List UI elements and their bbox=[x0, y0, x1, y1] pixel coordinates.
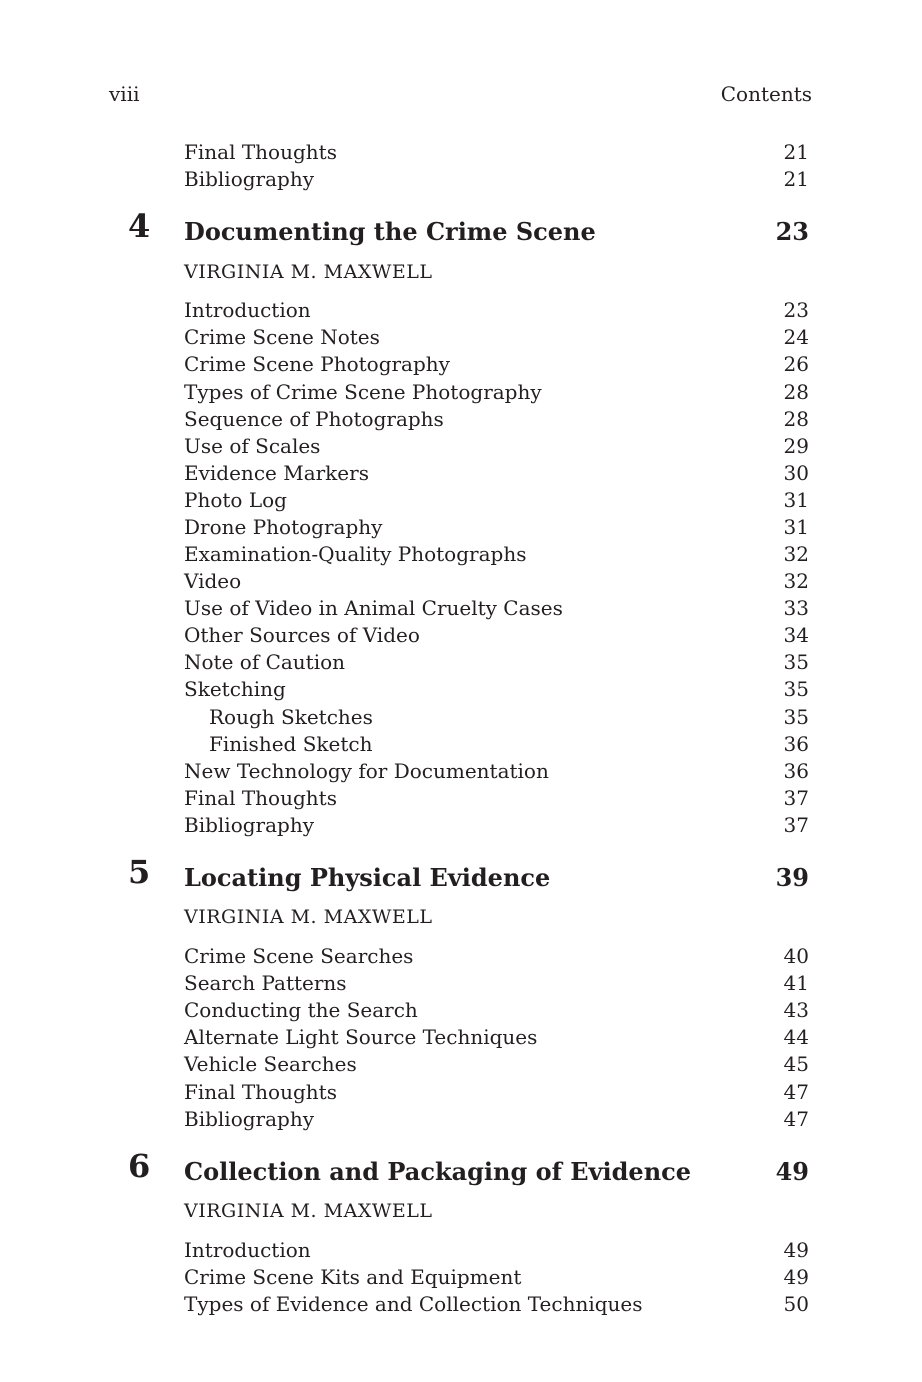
toc-entry-page: 37 bbox=[783, 786, 809, 810]
toc-entry-page: 44 bbox=[783, 1025, 809, 1049]
toc-entry-title: Crime Scene Photography bbox=[184, 352, 450, 376]
toc-entry-title: Final Thoughts bbox=[184, 1080, 337, 1104]
toc-entry-page: 21 bbox=[783, 167, 809, 191]
chapter-page: 49 bbox=[775, 1157, 809, 1186]
chapter-page: 23 bbox=[775, 217, 809, 246]
toc-entry[interactable] bbox=[184, 568, 809, 595]
toc-subentry[interactable] bbox=[184, 731, 809, 758]
toc-entry-page: 21 bbox=[783, 140, 809, 164]
toc-entry[interactable] bbox=[184, 406, 809, 433]
chapter-heading[interactable] bbox=[126, 207, 809, 250]
chapter-number: 5 bbox=[128, 853, 151, 891]
toc-entry-title: Evidence Markers bbox=[184, 461, 369, 485]
toc-entry[interactable] bbox=[184, 379, 809, 406]
toc-entry-title: Drone Photography bbox=[184, 515, 383, 539]
toc-entry-page: 32 bbox=[783, 542, 809, 566]
page-folio: viii bbox=[109, 82, 140, 106]
toc-entry[interactable] bbox=[184, 1291, 809, 1318]
toc-entry-title: New Technology for Documentation bbox=[184, 759, 549, 783]
toc-entry[interactable] bbox=[184, 541, 809, 568]
toc-entry-page: 28 bbox=[783, 380, 809, 404]
toc-entry-page: 29 bbox=[783, 434, 809, 458]
toc-entry[interactable] bbox=[184, 1264, 809, 1291]
toc-entry-page: 49 bbox=[783, 1265, 809, 1289]
toc-entry-title: Search Patterns bbox=[184, 971, 347, 995]
toc-entry[interactable] bbox=[184, 139, 809, 166]
toc-entry-title: Bibliography bbox=[184, 167, 314, 191]
toc-entry-title: Use of Video in Animal Cruelty Cases bbox=[184, 596, 563, 620]
toc-entry-page: 35 bbox=[783, 650, 809, 674]
toc-entry[interactable] bbox=[184, 487, 809, 514]
toc-entry[interactable] bbox=[184, 1051, 809, 1078]
toc-entry-page: 35 bbox=[783, 677, 809, 701]
chapter-number: 4 bbox=[128, 207, 151, 245]
toc-entry-page: 33 bbox=[783, 596, 809, 620]
toc-entry[interactable] bbox=[184, 649, 809, 676]
toc-entry-page: 47 bbox=[783, 1107, 809, 1131]
toc-subentry[interactable] bbox=[184, 704, 809, 731]
toc-entry-title: Note of Caution bbox=[184, 650, 346, 674]
chapter-author: VIRGINIA M. MAXWELL bbox=[184, 261, 433, 283]
toc-entry-page: 40 bbox=[783, 944, 809, 968]
chapter-number: 6 bbox=[128, 1147, 151, 1185]
toc-entry[interactable] bbox=[184, 297, 809, 324]
toc-entry-page: 45 bbox=[783, 1052, 809, 1076]
toc-entry-title: Sequence of Photographs bbox=[184, 407, 444, 431]
toc-entry-page: 35 bbox=[783, 705, 809, 729]
toc-entry-title: Crime Scene Searches bbox=[184, 944, 414, 968]
chapter-title: Documenting the Crime Scene bbox=[184, 217, 596, 246]
toc-entry-page: 36 bbox=[783, 759, 809, 783]
toc-entry-title: Final Thoughts bbox=[184, 786, 337, 810]
toc-entry[interactable] bbox=[184, 1079, 809, 1106]
toc-entry-page: 31 bbox=[783, 488, 809, 512]
toc-entry-title: Vehicle Searches bbox=[184, 1052, 357, 1076]
toc-entry-page: 36 bbox=[783, 732, 809, 756]
toc-entry-title: Video bbox=[184, 569, 242, 593]
chapter-title: Locating Physical Evidence bbox=[184, 863, 551, 892]
toc-entry-title: Bibliography bbox=[184, 813, 314, 837]
toc-entry[interactable] bbox=[184, 997, 809, 1024]
toc-entry-title: Examination-Quality Photographs bbox=[184, 542, 527, 566]
toc-entry-page: 50 bbox=[783, 1292, 809, 1316]
toc-entry[interactable] bbox=[184, 166, 809, 193]
toc-entry-title: Types of Crime Scene Photography bbox=[184, 380, 542, 404]
toc-entry-title: Rough Sketches bbox=[209, 705, 373, 729]
toc-entry-title: Conducting the Search bbox=[184, 998, 418, 1022]
toc-entry[interactable] bbox=[184, 943, 809, 970]
toc-entry[interactable] bbox=[184, 351, 809, 378]
toc-entry-title: Other Sources of Video bbox=[184, 623, 420, 647]
toc-entry[interactable] bbox=[184, 1024, 809, 1051]
toc-entry-page: 26 bbox=[783, 352, 809, 376]
toc-entry-page: 47 bbox=[783, 1080, 809, 1104]
toc-entry-page: 49 bbox=[783, 1238, 809, 1262]
toc-entry-title: Bibliography bbox=[184, 1107, 314, 1131]
toc-entry-title: Crime Scene Notes bbox=[184, 325, 380, 349]
toc-entry-title: Alternate Light Source Techniques bbox=[184, 1025, 538, 1049]
running-head-title: Contents bbox=[720, 82, 812, 106]
toc-entry[interactable] bbox=[184, 970, 809, 997]
toc-entry[interactable] bbox=[184, 622, 809, 649]
chapter-heading[interactable] bbox=[126, 1147, 809, 1190]
toc-entry-title: Final Thoughts bbox=[184, 140, 337, 164]
toc-entry-title: Sketching bbox=[184, 677, 286, 701]
toc-entry-page: 32 bbox=[783, 569, 809, 593]
toc-entry[interactable] bbox=[184, 460, 809, 487]
toc-entry[interactable] bbox=[184, 433, 809, 460]
toc-entry[interactable] bbox=[184, 1106, 809, 1133]
toc-entry[interactable] bbox=[184, 758, 809, 785]
toc-entry-page: 23 bbox=[783, 298, 809, 322]
chapter-heading[interactable] bbox=[126, 853, 809, 896]
toc-entry[interactable] bbox=[184, 514, 809, 541]
toc-entry[interactable] bbox=[184, 812, 809, 839]
toc-entry-page: 31 bbox=[783, 515, 809, 539]
chapter-title: Collection and Packaging of Evidence bbox=[184, 1157, 692, 1186]
toc-entry-title: Introduction bbox=[184, 1238, 311, 1262]
toc-entry-title: Finished Sketch bbox=[209, 732, 373, 756]
toc-entry[interactable] bbox=[184, 676, 809, 703]
toc-entry[interactable] bbox=[184, 595, 809, 622]
toc-entry-title: Types of Evidence and Collection Techniques bbox=[184, 1292, 643, 1316]
toc-entry-page: 28 bbox=[783, 407, 809, 431]
chapter-page: 39 bbox=[775, 863, 809, 892]
chapter-author: VIRGINIA M. MAXWELL bbox=[184, 906, 433, 928]
toc-entry-page: 37 bbox=[783, 813, 809, 837]
toc-entry[interactable] bbox=[184, 1237, 809, 1264]
chapter-author: VIRGINIA M. MAXWELL bbox=[184, 1200, 433, 1222]
toc-entry-page: 30 bbox=[783, 461, 809, 485]
toc-entry-title: Crime Scene Kits and Equipment bbox=[184, 1265, 522, 1289]
toc-entry-page: 41 bbox=[783, 971, 809, 995]
toc-entry[interactable] bbox=[184, 324, 809, 351]
toc-entry-title: Introduction bbox=[184, 298, 311, 322]
toc-entry[interactable] bbox=[184, 785, 809, 812]
toc-entry-page: 43 bbox=[783, 998, 809, 1022]
toc-entry-page: 24 bbox=[783, 325, 809, 349]
toc-entry-title: Photo Log bbox=[184, 488, 287, 512]
toc-entry-page: 34 bbox=[783, 623, 809, 647]
toc-entry-title: Use of Scales bbox=[184, 434, 321, 458]
